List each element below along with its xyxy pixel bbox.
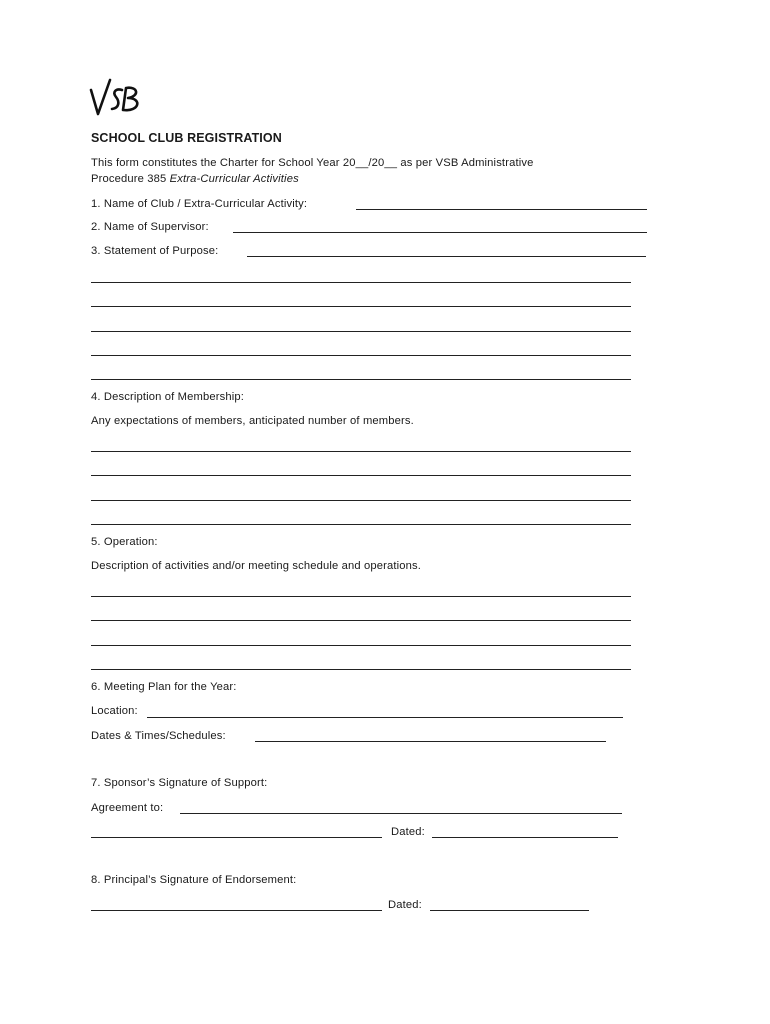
sponsor-signature-field[interactable] xyxy=(91,837,382,838)
sponsor-dated-label: Dated: xyxy=(391,826,425,838)
intro-line-2-plain: Procedure 385 xyxy=(91,173,170,185)
agreement-field[interactable] xyxy=(180,813,622,814)
q2-label: 2. Name of Supervisor: xyxy=(91,221,209,233)
operation-line[interactable] xyxy=(91,596,631,597)
sponsor-date-field[interactable] xyxy=(432,837,618,838)
operation-line[interactable] xyxy=(91,645,631,646)
q7-heading: 7. Sponsor’s Signature of Support: xyxy=(91,777,268,789)
dates-label: Dates & Times/Schedules: xyxy=(91,730,226,742)
supervisor-name-field[interactable] xyxy=(233,232,647,233)
agreement-label: Agreement to: xyxy=(91,802,164,814)
q6-heading: 6. Meeting Plan for the Year: xyxy=(91,681,237,693)
form-title: SCHOOL CLUB REGISTRATION xyxy=(91,131,282,145)
q5-heading: 5. Operation: xyxy=(91,536,158,548)
q1-label: 1. Name of Club / Extra-Curricular Activity: xyxy=(91,198,308,210)
q3-label: 3. Statement of Purpose: xyxy=(91,245,219,257)
club-name-field[interactable] xyxy=(356,209,647,210)
purpose-line[interactable] xyxy=(91,282,631,283)
q4-heading: 4. Description of Membership: xyxy=(91,391,244,403)
q8-heading: 8. Principal’s Signature of Endorsement: xyxy=(91,874,297,886)
intro-line-1: This form constitutes the Charter for School Year 20__/20__ as per VSB Administrative xyxy=(91,157,534,169)
membership-line[interactable] xyxy=(91,500,631,501)
intro-line-2-italic: Extra-Curricular Activities xyxy=(169,173,299,185)
membership-line[interactable] xyxy=(91,451,631,452)
purpose-line[interactable] xyxy=(91,306,631,307)
dates-field[interactable] xyxy=(255,741,606,742)
principal-signature-field[interactable] xyxy=(91,910,382,911)
purpose-line[interactable] xyxy=(91,355,631,356)
operation-line[interactable] xyxy=(91,620,631,621)
membership-line[interactable] xyxy=(91,475,631,476)
purpose-line[interactable] xyxy=(91,331,631,332)
purpose-line[interactable] xyxy=(91,379,631,380)
location-label: Location: xyxy=(91,705,138,717)
purpose-field-inline[interactable] xyxy=(247,256,646,257)
vsb-logo xyxy=(88,72,150,118)
principal-dated-label: Dated: xyxy=(388,899,422,911)
principal-date-field[interactable] xyxy=(430,910,589,911)
q4-hint: Any expectations of members, anticipated number of members. xyxy=(91,415,414,427)
intro-line-2 xyxy=(91,173,299,185)
operation-line[interactable] xyxy=(91,669,631,670)
location-field[interactable] xyxy=(147,717,623,718)
q5-hint: Description of activities and/or meeting schedule and operations. xyxy=(91,560,422,572)
membership-line[interactable] xyxy=(91,524,631,525)
